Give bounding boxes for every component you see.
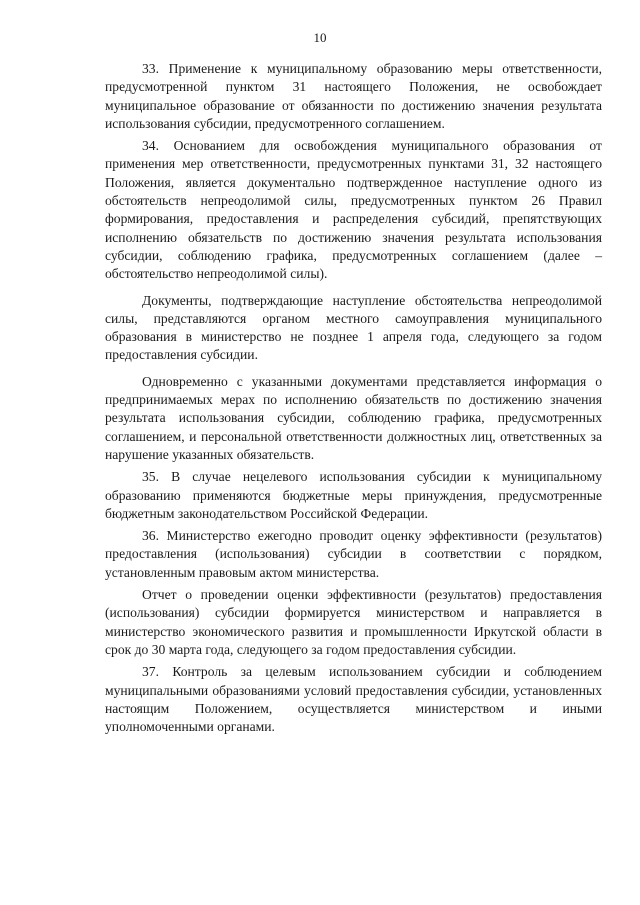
paragraph-37: 37. Контроль за целевым использованием субсидии и соблюдением муниципальными образованиями условий предоставления субсидии, установленных настоящим Положением, осуществляется министерством и иными уполномоченными органами. [105,664,602,735]
page-number: 10 [313,30,327,45]
paragraph-34: 34. Основанием для освобождения муниципального образования от применения мер ответственности, предусмотренных пунктами 31, 32 настоящего Положения, является документально подтвержденное наступление одного из обстоятельств непреодолимой силы, предусмотренных пунктом 26 Правил формирования, предоставления и распределения субсидий, препятствующих исполнению обязательств по достижению значения результата использования субсидии, соблюдению графика, предусмотренных соглашением (далее – обстоятельство непреодолимой силы). [105,138,602,282]
paragraph-measures-information: Одновременно с указанными документами представляется информация о предпринимаемых мерах по исполнению обязательств по достижению значения результата использования субсидии, соблюдению графика, предусмотренных соглашением, и персональной ответственности должностных лиц, ответственных за нарушение указанных обязательств. [105,373,602,462]
paragraph-evaluation-report: Отчет о проведении оценки эффективности (результатов) предоставления (использования) субсидии формируется министерством и направляется в министерство экономического развития и промышленности Иркутской области в срок до 30 марта года, следующего за годом предоставления субсидии. [105,587,602,657]
paragraph-35: 35. В случае нецелевого использования субсидии к муниципальному образованию применяются бюджетные меры принуждения, предусмотренные бюджетным законодательством Российской Федерации. [105,469,602,521]
paragraph-36: 36. Министерство ежегодно проводит оценку эффективности (результатов) предоставления (использования) субсидии в соответствии с порядком, установленным правовым актом министерства. [105,528,602,580]
paragraph-force-majeure-documents: Документы, подтверждающие наступление обстоятельства непреодолимой силы, представляются органом местного самоуправления муниципального образования в министерство не позднее 1 апреля года, следующего за годом предоставления субсидии. [105,292,602,363]
paragraph-33: 33. Применение к муниципальному образованию меры ответственности, предусмотренной пунктом 31 настоящего Положения, не освобождает муниципальное образование от обязанности по достижению значения результата использования субсидии, предусмотренного соглашением. [105,61,602,131]
document-body [105,60,602,736]
